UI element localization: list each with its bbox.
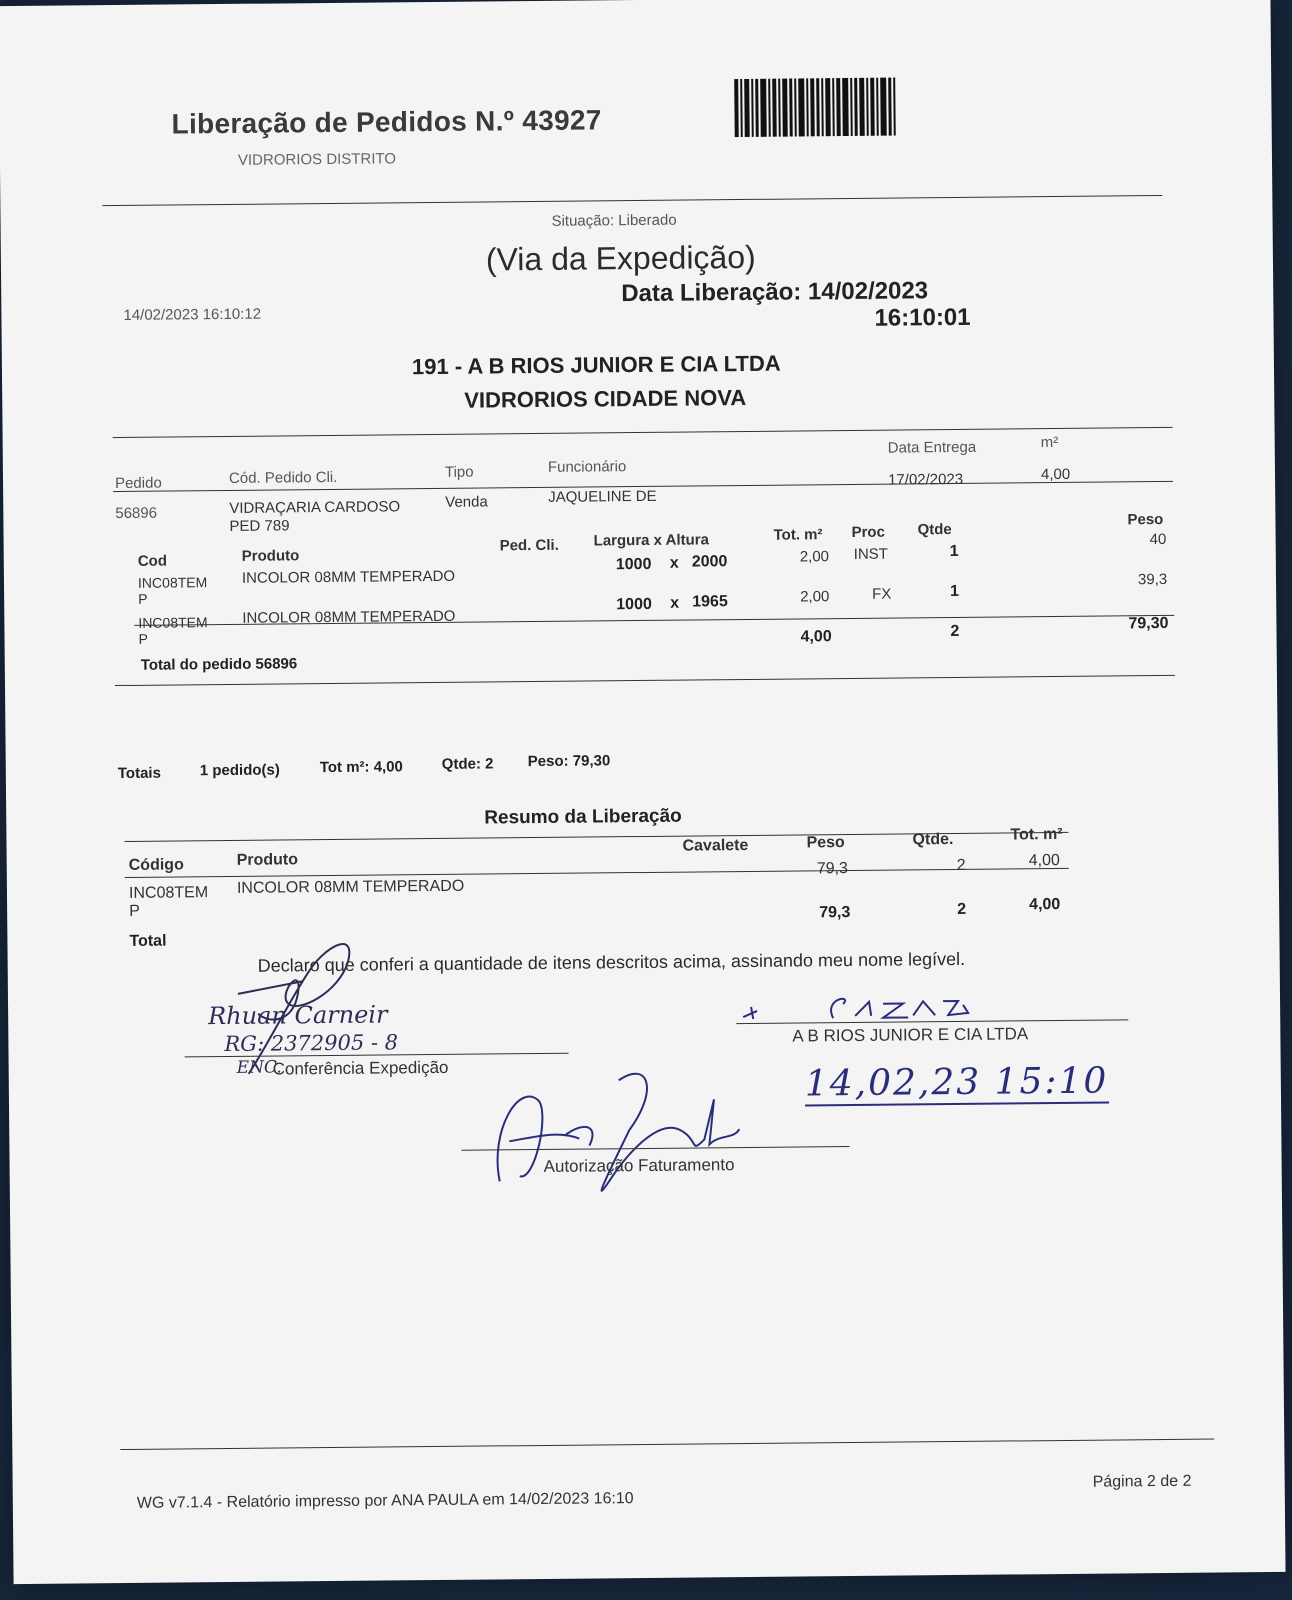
summary-total-label: Total [129, 932, 167, 950]
summary-cod-suffix: P [129, 902, 140, 920]
handwritten-datetime: 14,02,23 15:10 [804, 1060, 1109, 1105]
item-product: INCOLOR 08MM TEMPERADO [241, 567, 456, 587]
order-total-qtde: 2 [950, 622, 960, 641]
handwritten-name: Rhuan Carneir [208, 1000, 388, 1031]
item-proc: FX [872, 585, 892, 603]
order-total-label: Total do pedido 56896 [140, 655, 298, 674]
company-short-name: VIDRORIOS DISTRITO [237, 150, 397, 169]
col-m2: m² [1040, 433, 1059, 452]
summary-col-tot-m2: Tot. m² [1010, 825, 1063, 844]
order-delivery-date: 17/02/2023 [887, 470, 964, 489]
summary-product: INCOLOR 08MM TEMPERADO [236, 877, 465, 897]
col-proc: Proc [851, 523, 885, 541]
item-width: 1000 [615, 555, 652, 574]
divider [115, 675, 1175, 686]
col-pedido: Pedido [114, 474, 162, 493]
auth-signature-label: Autorização Faturamento [543, 1155, 735, 1176]
order-client: VIDRAÇARIA CARDOSO [229, 498, 401, 517]
totals-peso: Peso: 79,30 [527, 752, 611, 771]
totals-pedidos: 1 pedido(s) [199, 761, 280, 780]
via-title: (Via da Expedição) [485, 238, 756, 278]
col-ped-cli: Ped. Cli. [499, 536, 559, 555]
divider [113, 427, 1173, 438]
client-store: VIDRORIOS CIDADE NOVA [464, 384, 747, 413]
left-signature-label: Conferência Expedição [272, 1057, 449, 1079]
order-employee: JAQUELINE DE [548, 487, 657, 506]
document-title: Liberação de Pedidos N.º 43927 [171, 104, 602, 140]
summary-col-produto: Produto [236, 851, 299, 869]
signature-scribble [227, 933, 368, 1084]
item-times: x [669, 554, 679, 572]
totals-label: Totais [117, 764, 161, 783]
summary-cod: INC08TEM [128, 884, 209, 902]
order-client-ped: PED 789 [229, 517, 290, 535]
handwritten-enc: ENC. [236, 1057, 282, 1078]
summary-title: Resumo da Liberação [484, 805, 682, 829]
item-tot-m2: 2,00 [800, 588, 830, 606]
order-number: 56896 [115, 504, 158, 523]
order-total-peso: 79,30 [1128, 614, 1169, 633]
col-data-entrega: Data Entrega [887, 438, 977, 457]
item-product: INCOLOR 08MM TEMPERADO [242, 607, 456, 627]
summary-total-peso: 79,3 [819, 904, 851, 922]
col-produto: Produto [241, 547, 300, 565]
item-cod: INC08TEM [137, 574, 208, 591]
item-proc: INST [853, 545, 889, 563]
totals-m2: Tot m²: 4,00 [319, 758, 403, 777]
item-height: 2000 [691, 553, 728, 571]
col-peso: Peso [1127, 510, 1164, 529]
release-date: Data Liberação: 14/02/2023 [621, 277, 929, 308]
summary-total-m2: 4,00 [1029, 895, 1061, 914]
item-height: 1965 [692, 593, 728, 611]
col-tot-m2: Tot. m² [773, 526, 823, 544]
divider [120, 1439, 1214, 1451]
summary-tot-m2: 4,00 [1028, 851, 1060, 870]
item-qtde: 1 [950, 582, 960, 601]
item-cod: INC08TEM [138, 614, 208, 631]
col-cod: Cod [137, 552, 168, 570]
col-cod-pedido-cli: Cód. Pedido Cli. [228, 468, 338, 487]
release-time: 16:10:01 [874, 303, 971, 332]
summary-col-peso: Peso [806, 834, 845, 852]
item-qtde: 1 [949, 542, 959, 561]
summary-col-codigo: Código [128, 856, 184, 874]
col-largura-altura: Largura x Altura [593, 531, 710, 550]
status-text: Situação: Liberado [551, 211, 677, 230]
right-signature-label: A B RIOS JUNIOR E CIA LTDA [792, 1024, 1029, 1046]
footer-printed-by: WG v7.1.4 - Relatório impresso por ANA PAULA em 14/02/2023 16:10 [136, 1490, 634, 1512]
col-tipo: Tipo [444, 463, 474, 481]
order-total-m2: 4,00 [800, 628, 832, 646]
divider [102, 195, 1162, 206]
summary-peso: 79,3 [816, 860, 848, 878]
item-width: 1000 [616, 595, 652, 614]
item-times: x [670, 594, 680, 612]
col-qtde: Qtde [917, 521, 952, 539]
summary-qtde: 2 [956, 856, 966, 874]
summary-col-qtde: Qtde. [912, 831, 954, 849]
item-cod-suffix: P [138, 590, 148, 607]
declaration-text: Declaro que conferi a quantidade de itens descritos acima, assinando meu nome legível. [257, 948, 966, 976]
summary-total-qtde: 2 [957, 900, 967, 918]
print-datetime: 14/02/2023 16:10:12 [123, 305, 262, 324]
item-tot-m2: 2,00 [799, 548, 830, 566]
summary-col-cavalete: Cavalete [682, 836, 749, 855]
handwritten-rg: RG: 2372905 - 8 [224, 1030, 399, 1057]
signature-scribble [489, 1059, 750, 1211]
order-m2: 4,00 [1040, 465, 1071, 484]
barcode [734, 77, 925, 137]
item-peso: 40 [1149, 530, 1167, 549]
footer-page-number: Página 2 de 2 [1092, 1472, 1192, 1491]
client-name: 191 - A B RIOS JUNIOR E CIA LTDA [411, 350, 781, 380]
item-peso: 39,3 [1137, 570, 1168, 589]
col-funcionario: Funcionário [547, 458, 627, 476]
totals-qtde: Qtde: 2 [441, 755, 494, 773]
item-cod-suffix: P [138, 630, 148, 647]
order-type: Venda [445, 493, 488, 511]
